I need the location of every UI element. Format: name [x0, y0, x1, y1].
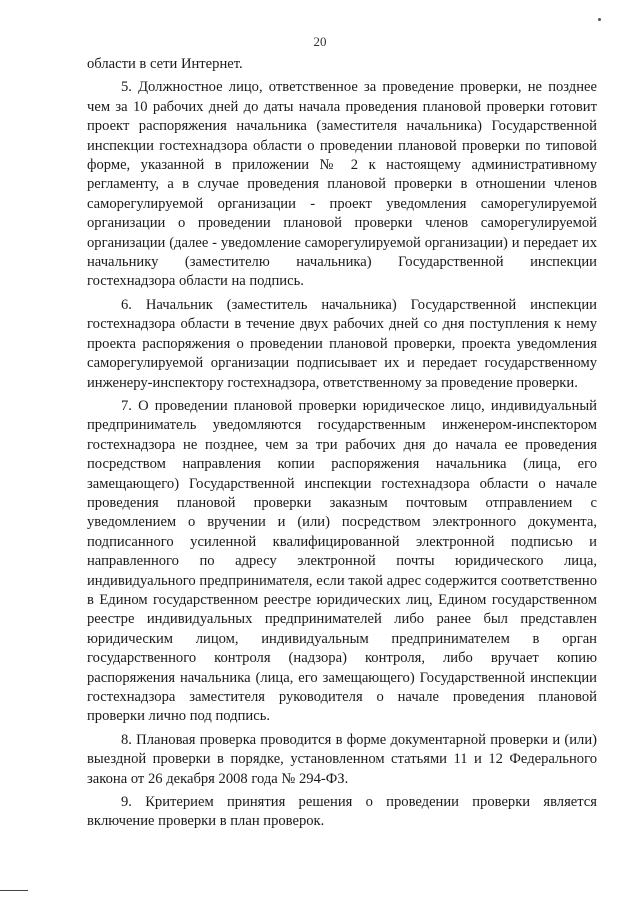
paragraph-item-9: 9. Критерием принятия решения о проведении проверки является включение проверки в план проверок. — [87, 794, 597, 830]
paragraph-item-7: 7. О проведении плановой проверки юридическое лицо, индивидуальный предприниматель уведомляются государственным инженером-инспектором гостехнадзора не позднее, чем за три рабочих дня до начала ее проведения посредством направления копии распоряжения начальника (лица, его замещающего) Государственной инспекции гостехнадзора области о начале проведения плановой проверки заказным почтовым отправлением с уведомлением о вручении и (или) посредством электронного документа, подписанного усиленной квалифицированной электронной подписью и направленного по адресу электронной почты юридического лица, индивидуального предпринимателя, если такой адрес содержится соответственно в Едином государственном реестре юридических лиц, Едином государственном реестре индивидуальных предпринимателей либо ранее был представлен юридическим лицом, индивидуальным предпринимателем в орган государственного контроля (надзора) контроля, либо вручает копию распоряжения начальника (лица, его замещающего) Государственной инспекции гостехнадзора заместителя руководителя о начале проведения плановой проверки лично под подпись. — [87, 397, 597, 725]
paragraph-item-8: 8. Плановая проверка проводится в форме документарной проверки и (или) выездной проверки в порядке, установленном статьями 11 и 12 Федерального закона от 26 декабря 2008 года № 294-ФЗ. — [87, 731, 597, 787]
paragraph-item-6: 6. Начальник (заместитель начальника) Государственной инспекции гостехнадзора области в течение двух рабочих дней со дня поступления к нему проекта распоряжения о проведении плановой проверки, проекта уведомления саморегулируемой организации подписывает их и передает государственному инженеру-инспектору гостехнадзора, ответственному за проведение проверки. — [87, 296, 597, 391]
scan-mark — [598, 18, 601, 21]
document-body — [87, 55, 597, 836]
footer-rule — [0, 890, 28, 891]
paragraph-item-5: 5. Должностное лицо, ответственное за проведение проверки, не позднее чем за 10 рабочих дней до даты начала проведения плановой проверки готовит проект распоряжения начальника (заместителя начальника) Государственной инспекции гостехнадзора области о проведении плановой проверки по типовой форме, указанной в приложении № 2 к настоящему административному регламенту, а в случае проведения плановой проверки в отношении членов саморегулируемой организации - проект уведомления саморегулируемой организации о проведении плановой проверки членов саморегулируемой организации (далее - уведомление саморегулируемой организации) и передает их начальнику (заместителю начальника) Государственной инспекции гостехнадзора области на подпись. — [87, 79, 597, 290]
page-number: 20 — [313, 34, 327, 49]
paragraph-continuation: области в сети Интернет. — [87, 56, 243, 72]
